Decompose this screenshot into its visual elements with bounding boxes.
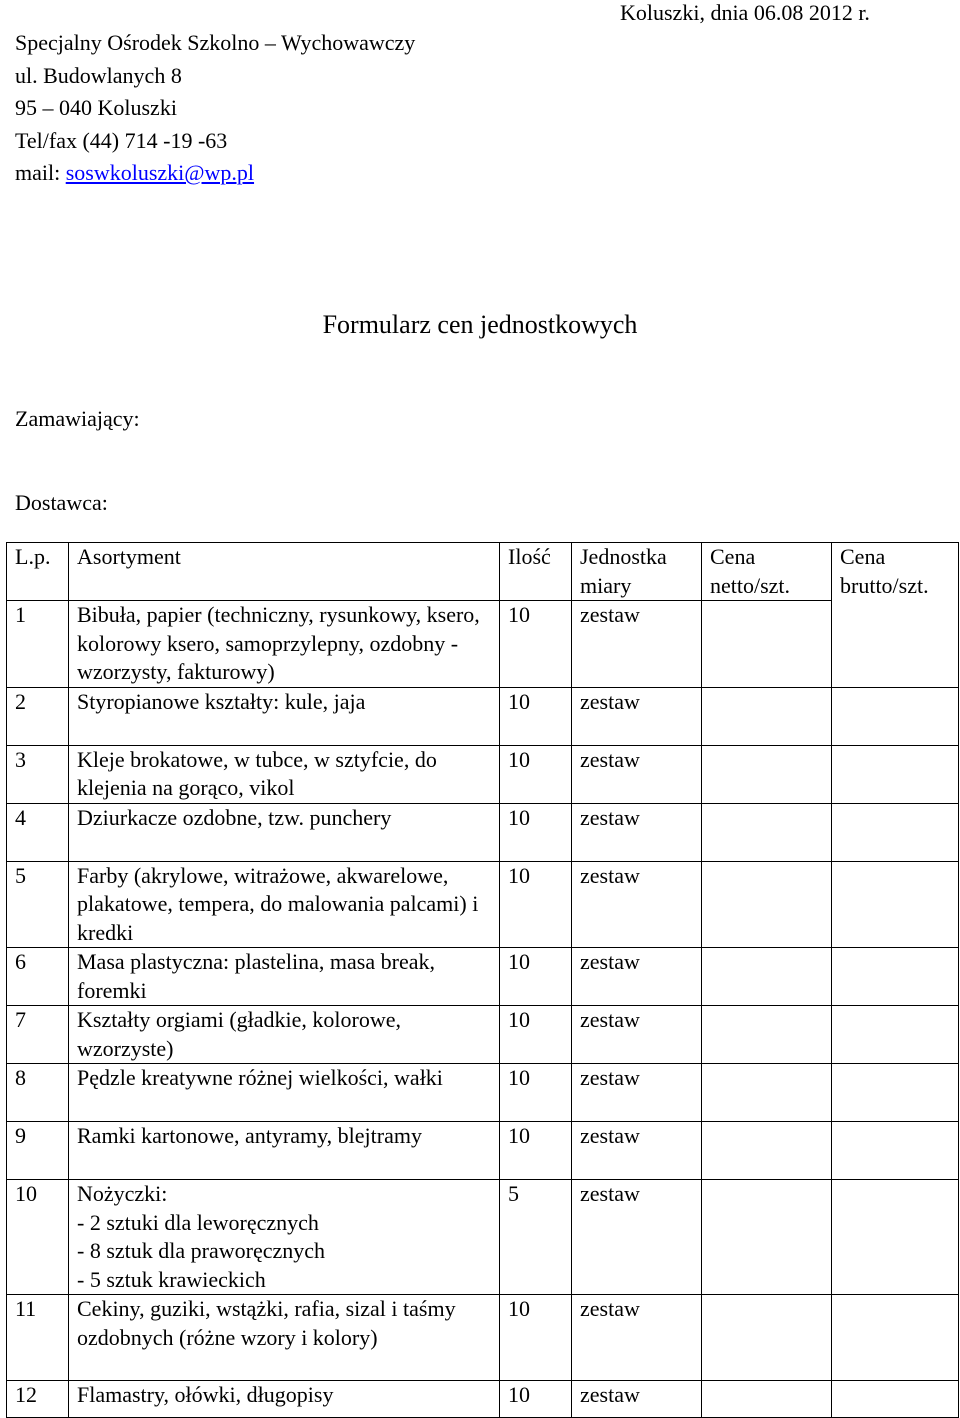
table-row — [7, 1064, 959, 1122]
row-price-gross[interactable] — [832, 687, 959, 745]
row-item: Flamastry, ołówki, długopisy — [69, 1381, 500, 1418]
row-lp: 3 — [7, 745, 69, 803]
table-row — [7, 1295, 959, 1381]
table-row — [7, 745, 959, 803]
row-price-gross[interactable] — [832, 1064, 959, 1122]
row-item: Bibuła, papier (techniczny, rysunkowy, ksero, kolorowy ksero, samoprzylepny, ozdobny -wzorzysty, fakturowy) — [69, 601, 500, 688]
row-price-net[interactable] — [702, 948, 832, 1006]
row-qty: 10 — [500, 745, 572, 803]
header-asortyment: Asortyment — [69, 543, 500, 601]
row-item: Kształty orgiami (gładkie, kolorowe, wzorzyste) — [69, 1006, 500, 1064]
row-lp: 7 — [7, 1006, 69, 1064]
row-price-net[interactable] — [702, 601, 832, 688]
row-price-gross[interactable] — [832, 803, 959, 861]
row-qty: 10 — [500, 1381, 572, 1418]
mail-label: mail: — [15, 160, 66, 185]
header-cena-brutto: Cena brutto/szt. — [832, 543, 959, 688]
row-item: Kleje brokatowe, w tubce, w sztyfcie, do klejenia na gorąco, vikol — [69, 745, 500, 803]
row-price-gross[interactable] — [832, 948, 959, 1006]
sender-mail-line — [15, 157, 415, 190]
row-price-gross[interactable] — [832, 745, 959, 803]
row-lp: 10 — [7, 1180, 69, 1295]
row-lp: 8 — [7, 1064, 69, 1122]
table-row — [7, 1180, 959, 1295]
table-row — [7, 601, 959, 688]
row-item: Cekiny, guziki, wstążki, rafia, sizal i taśmy ozdobnych (różne wzory i kolory) — [69, 1295, 500, 1381]
row-item: Pędzle kreatywne różnej wielkości, wałki — [69, 1064, 500, 1122]
row-price-gross[interactable] — [832, 861, 959, 948]
row-lp: 2 — [7, 687, 69, 745]
row-item: Styropianowe kształty: kule, jaja — [69, 687, 500, 745]
row-unit: zestaw — [572, 1064, 702, 1122]
row-price-net[interactable] — [702, 745, 832, 803]
row-price-net[interactable] — [702, 861, 832, 948]
row-lp: 9 — [7, 1122, 69, 1180]
table-row — [7, 948, 959, 1006]
row-unit: zestaw — [572, 687, 702, 745]
row-qty: 10 — [500, 861, 572, 948]
row-unit: zestaw — [572, 745, 702, 803]
row-unit: zestaw — [572, 601, 702, 688]
row-lp: 6 — [7, 948, 69, 1006]
row-price-gross[interactable] — [832, 1006, 959, 1064]
row-lp: 5 — [7, 861, 69, 948]
header-ilosc: Ilość — [500, 543, 572, 601]
row-unit: zestaw — [572, 803, 702, 861]
header-jednostka: Jednostka miary — [572, 543, 702, 601]
dostawca-label: Dostawca: — [15, 490, 108, 515]
sender-city: 95 – 040 Koluszki — [15, 95, 177, 120]
row-price-net[interactable] — [702, 1381, 832, 1418]
header-lp: L.p. — [7, 543, 69, 601]
row-qty: 10 — [500, 1122, 572, 1180]
table-row — [7, 861, 959, 948]
row-qty: 10 — [500, 1006, 572, 1064]
row-price-net[interactable] — [702, 1064, 832, 1122]
table-row — [7, 1381, 959, 1418]
row-lp: 11 — [7, 1295, 69, 1381]
row-unit: zestaw — [572, 1006, 702, 1064]
row-unit: zestaw — [572, 1381, 702, 1418]
price-table — [6, 542, 959, 1418]
row-qty: 5 — [500, 1180, 572, 1295]
row-qty: 10 — [500, 601, 572, 688]
sender-address — [15, 27, 415, 190]
row-qty: 10 — [500, 1295, 572, 1381]
row-qty: 10 — [500, 948, 572, 1006]
row-item: Masa plastyczna: plastelina, masa break, foremki — [69, 948, 500, 1006]
mail-link[interactable]: soswkoluszki@wp.pl — [65, 160, 255, 185]
sender-street: ul. Budowlanych 8 — [15, 62, 182, 88]
row-price-net[interactable] — [702, 687, 832, 745]
row-qty: 10 — [500, 1064, 572, 1122]
row-qty: 10 — [500, 803, 572, 861]
row-item: Ramki kartonowe, antyramy, blejtramy — [69, 1122, 500, 1180]
row-unit: zestaw — [572, 1122, 702, 1180]
page-title: Formularz cen jednostkowych — [322, 310, 638, 339]
row-price-net[interactable] — [702, 1180, 832, 1295]
header-cena-netto: Cena netto/szt. — [702, 543, 832, 601]
row-unit: zestaw — [572, 861, 702, 948]
row-price-gross[interactable] — [832, 1122, 959, 1180]
zamawiajacy-label: Zamawiający: — [15, 406, 140, 431]
table-row — [7, 1122, 959, 1180]
row-price-net[interactable] — [702, 1122, 832, 1180]
row-price-net[interactable] — [702, 1006, 832, 1064]
row-unit: zestaw — [572, 948, 702, 1006]
table-row — [7, 687, 959, 745]
table-row — [7, 1006, 959, 1064]
row-unit: zestaw — [572, 1295, 702, 1381]
row-lp: 1 — [7, 601, 69, 688]
row-price-gross[interactable] — [832, 1180, 959, 1295]
row-unit: zestaw — [572, 1180, 702, 1295]
table-row — [7, 803, 959, 861]
row-lp: 4 — [7, 803, 69, 861]
document-date: Koluszki, dnia 06.08 2012 r. — [620, 0, 870, 25]
row-item: Dziurkacze ozdobne, tzw. punchery — [69, 803, 500, 861]
row-price-gross[interactable] — [832, 1381, 959, 1418]
row-qty: 10 — [500, 687, 572, 745]
sender-phone: Tel/fax (44) 714 -19 -63 — [15, 127, 228, 153]
row-item: Nożyczki: - 2 sztuki dla leworęcznych - 8 sztuk dla praworęcznych - 5 sztuk krawieckich — [69, 1180, 500, 1295]
sender-name: Specjalny Ośrodek Szkolno – Wychowawczy — [15, 30, 416, 55]
row-price-net[interactable] — [702, 803, 832, 861]
row-price-net[interactable] — [702, 1295, 832, 1381]
row-price-gross[interactable] — [832, 1295, 959, 1381]
table-header-row — [7, 543, 959, 601]
row-item: Farby (akrylowe, witrażowe, akwarelowe, plakatowe, tempera, do malowania palcami) i kredki — [69, 861, 500, 948]
row-lp: 12 — [7, 1381, 69, 1418]
